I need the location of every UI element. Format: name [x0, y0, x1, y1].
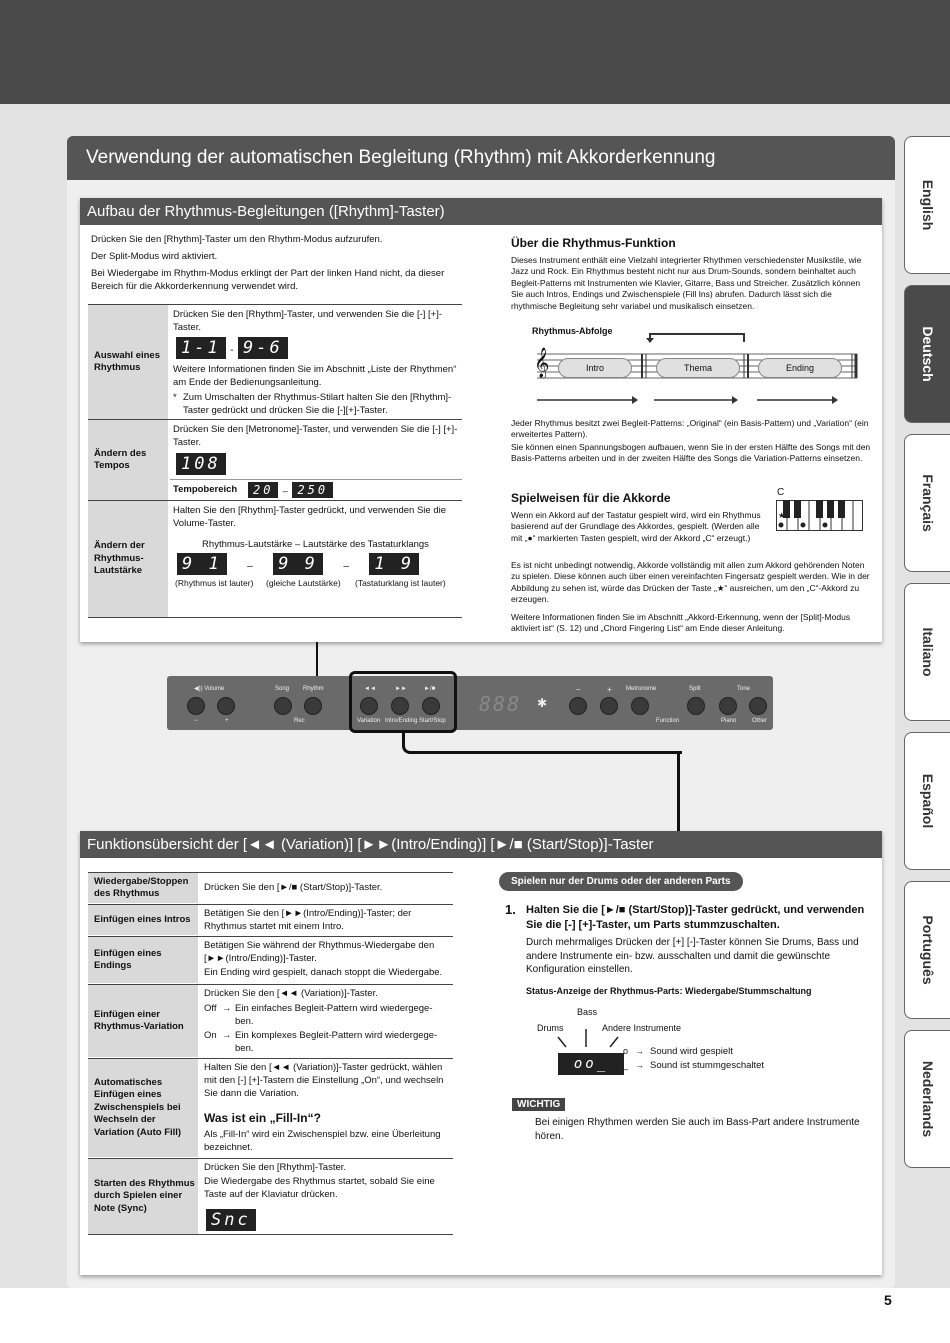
- row-text: Drücken Sie den [►/■ (Start/Stop)]-Taster.: [204, 882, 383, 893]
- arrow-icon: →: [635, 1046, 644, 1056]
- table-rule: [88, 617, 462, 618]
- bass-label: Bass: [577, 1007, 598, 1017]
- legend-on-text: Sound wird gespielt: [650, 1046, 733, 1057]
- chord-text-2: Es ist nicht unbedingt notwendig, Akkorde vollständig mit allen zum Akkord gehörenden Noten zu spielen. Diese können auch über einen vereinfachten Fingersatz gespielt werden. Wie in der Abbildung zu sehen ist, würde das Drücken der Taste „★“ ausreichen, um den „C“-Akkord zu erzeugen.: [511, 560, 870, 605]
- table-rule: [88, 1234, 453, 1235]
- legend-off-text: Sound ist stummgeschaltet: [650, 1060, 765, 1071]
- row-text-2: Die Wiedergabe des Rhythmus startet, sobald Sie eine Taste auf der Klaviatur drücken.: [204, 1176, 435, 1200]
- pattern-text: Jeder Rhythmus besitzt zwei Begleit-Patterns: „Original“ (ein Basis-Pattern) und „Variation“ (ein erweitertes Pattern).: [511, 418, 869, 440]
- lcd-display: 20: [248, 482, 278, 498]
- variation-button[interactable]: [360, 697, 378, 715]
- row3-cap-b: (gleiche Lautstärke): [266, 578, 341, 588]
- lcd-display: 1-1: [176, 337, 226, 359]
- metronome-button[interactable]: [631, 697, 649, 715]
- important-badge: WICHTIG: [512, 1098, 565, 1111]
- label-sync: Starten des Rhythmus durch Spielen einer Note (Sync): [88, 1159, 198, 1234]
- fast-forward-icon: ►►: [395, 686, 407, 692]
- row-text: Betätigen Sie den [►►(Intro/Ending)]-Taster; der Rhythmus startet mit einem Intro.: [204, 908, 412, 932]
- about-title: Über die Rhythmus-Funktion: [511, 236, 676, 250]
- sequence-label: Rhythmus-Abfolge: [532, 326, 613, 336]
- song-button[interactable]: [274, 697, 292, 715]
- tab-english[interactable]: English: [904, 136, 950, 274]
- intro-text-1: Drücken Sie den [Rhythm]-Taster um den Rhythm-Modus aufzurufen.: [91, 234, 383, 245]
- status-title: Status-Anzeige der Rhythmus-Parts: Wiedergabe/Stummschaltung: [526, 986, 812, 996]
- other-button[interactable]: [749, 697, 767, 715]
- led-display: 888: [479, 692, 522, 716]
- label-play-stop: Wiedergabe/Stoppen des Rhythmus: [88, 873, 198, 903]
- rewind-icon: ◄◄: [364, 686, 376, 692]
- pattern-text-2: Sie können einen Spannungsbogen aufbauen, wenn Sie in der ersten Hälfte des Songs mit den Basis-Patterns arbeiten und in der zweiten Hälfte des Songs die Variation-Patterns einsetzen.: [511, 442, 871, 464]
- row3-displays: 9 1 – 9 9 – 1 9: [177, 553, 462, 575]
- lcd-display: 1 9: [369, 553, 419, 575]
- control-panel: [167, 676, 773, 730]
- chord-title: Spielweisen für die Akkorde: [511, 491, 671, 505]
- drums-label: Drums: [537, 1023, 564, 1033]
- important-text: Bei einigen Rhythmen werden Sie auch im Bass-Part andere Instrumente hören.: [535, 1117, 860, 1142]
- lcd-display: Snc: [206, 1209, 256, 1231]
- row3-caption: Rhythmus-Lautstärke – Lautstärke des Tastaturklangs: [202, 539, 429, 550]
- legend-on-symbol: o: [623, 1046, 629, 1056]
- svg-text:★: ★: [778, 511, 786, 520]
- row1-more: Weitere Informationen finden Sie im Abschnitt „Liste der Rhythmen“ am Ende der Bedienungsanleitung.: [173, 364, 457, 388]
- tab-espanol[interactable]: Español: [904, 732, 950, 870]
- minus-button[interactable]: [569, 697, 587, 715]
- piano-button[interactable]: [719, 697, 737, 715]
- on-text: Ein komplexes Begleit-Pattern wird wiedergege-ben.: [235, 1030, 438, 1054]
- tab-italiano[interactable]: Italiano: [904, 583, 950, 721]
- seq-intro: Intro: [558, 358, 632, 378]
- label-volume: Ändern der Rhythmus-Lautstärke: [88, 501, 168, 617]
- arrow-icon: →: [635, 1060, 644, 1070]
- intro-text-3: Bei Wiedergabe im Rhythm-Modus erklingt der Part der linken Hand nicht, da dieser Bereich für die Akkorderkennung verwendet wird.: [91, 268, 445, 292]
- plus-button[interactable]: [600, 697, 618, 715]
- tempo-range-label: Tempobereich: [173, 484, 238, 495]
- tab-francais[interactable]: Français: [904, 434, 950, 572]
- status-pointer-lines: [548, 1029, 628, 1049]
- tone-label: Tone: [737, 686, 751, 692]
- label-select-rhythm: Auswahl eines Rhythmus: [88, 305, 168, 419]
- minus-label: −: [194, 718, 198, 724]
- row1-text: Drücken Sie den [Rhythm]-Taster, und verwenden Sie die [-] [+]-Taster.: [173, 309, 443, 333]
- sync-display: [206, 1209, 256, 1231]
- row3-cap-c: (Tastaturklang ist lauter): [355, 578, 446, 588]
- step-text: Durch mehrmaliges Drücken der [+] [-]-Taster können Sie Drums, Bass und andere Instrumente ein- bzw. ausschalten und damit die gewünschte Konfiguration einstellen.: [526, 937, 859, 975]
- chord-keyboard-diagram: [776, 500, 864, 532]
- variation-label: Variation: [357, 718, 381, 724]
- play-stop-icon: ►/■: [424, 686, 436, 692]
- row3-text: Halten Sie den [Rhythm]-Taster gedrückt, und verwenden Sie die Volume-Taster.: [173, 505, 447, 529]
- chord-key-label: C: [777, 487, 785, 498]
- row2-display: [176, 453, 226, 475]
- label-tempo: Ändern des Tempos: [88, 420, 168, 500]
- section-heading: Aufbau der Rhythmus-Begleitungen ([Rhythm]-Taster): [80, 198, 882, 225]
- chord-text: Wenn ein Akkord auf der Tastatur gespielt wird, wird ein Rhythmus basierend auf der Grundlage des Akkordes, gespielt. (Werden alle mit „●“ markierten Tasten gespielt, wird der Akkord „C“ erzeugt.): [511, 510, 761, 543]
- seq-ending: Ending: [758, 358, 842, 378]
- page-title: Verwendung der automatischen Begleitung (Rhythm) mit Akkorderkennung: [67, 136, 895, 180]
- row1-displays: 1-1 - 9-6: [176, 337, 288, 359]
- minus-label: −: [576, 685, 581, 694]
- connector-line: [677, 751, 680, 831]
- plus-label: +: [225, 718, 229, 724]
- tab-deutsch[interactable]: Deutsch: [904, 285, 950, 423]
- off-text: Ein einfaches Begleit-Pattern wird wiedergege-ben.: [235, 1003, 433, 1027]
- row3-cap-a: (Rhythmus ist lauter): [175, 578, 254, 588]
- on-label: On: [204, 1030, 217, 1041]
- row-text: Drücken Sie den [Rhythm]-Taster.: [204, 1162, 347, 1173]
- step-title: Halten Sie die [►/■ (Start/Stop)]-Taster gedrückt, und verwenden Sie die [-] [+]-Taster, um Parts stummzuschalten.: [526, 904, 865, 931]
- volume-down-button[interactable]: [187, 697, 205, 715]
- label-variation: Einfügen einer Rhythmus-Variation: [88, 985, 198, 1057]
- metronome-label: Metronome: [626, 686, 657, 692]
- arrow-icon: →: [222, 1003, 232, 1014]
- table-rule: [170, 479, 462, 480]
- lcd-display: 250: [292, 482, 333, 498]
- lcd-display: 9 1: [177, 553, 227, 575]
- intro-text-2: Der Split-Modus wird aktiviert.: [91, 251, 218, 262]
- chord-text-3: Weitere Informationen finden Sie im Abschnitt „Akkord-Erkennung, wenn der [Split]-Modus aktiviert ist“ (S. 12) und „Chord Fingering List“ am Ende dieser Anleitung.: [511, 612, 851, 634]
- fill-in-title: Was ist ein „Fill-In“?: [204, 1111, 321, 1125]
- rec-label: Rec: [294, 718, 305, 724]
- seq-thema: Thema: [656, 358, 740, 378]
- lcd-display: 108: [176, 453, 226, 475]
- step-number: 1.: [505, 902, 516, 917]
- intro-ending-button[interactable]: [391, 697, 409, 715]
- row-text-2: Ein Ending wird gespielt, danach stoppt die Wiedergabe.: [204, 967, 443, 978]
- function-overview-card: [80, 831, 882, 1275]
- tempo-range-displays: 20 – 250: [248, 481, 333, 499]
- volume-up-button[interactable]: [217, 697, 235, 715]
- andere-label: Andere Instrumente: [602, 1023, 682, 1033]
- about-text: Dieses Instrument enthält eine Vielzahl integrierter Rhythmen verschiedenster Musikstile, wie Jazz und Rock. Ein Rhythmus besteht nicht nur aus Drum-Sounds, sondern beinhaltet auch Begleit-Patterns mit Instrumenten wie Klavier, Gitarre, Bass und Streicher. Zusätzlich können Sie auch Intros, Endings und Zwischenspiele (Fill Ins) abrufen. Dadurch lässt sich die rhythmische Begleitung sehr variabel und musikalisch einsetzen.: [511, 255, 862, 311]
- song-label: Song: [275, 686, 290, 692]
- rhythm-label: Rhythm: [303, 686, 324, 692]
- bluetooth-icon: ✱: [537, 696, 548, 710]
- row-text: Drücken Sie den [◄◄ (Variation)]-Taster.: [204, 988, 378, 999]
- label-ending: Einfügen eines Endings: [88, 937, 198, 983]
- fill-in-text: Als „Fill-In“ wird ein Zwischenspiel bzw. eine Überleitung bezeichnet.: [204, 1129, 441, 1153]
- start-stop-label: Start/Stop: [419, 718, 446, 724]
- off-label: Off: [204, 1003, 217, 1014]
- row-text: Halten Sie den [◄◄ (Variation)]-Taster gedrückt, wählen mit den [-] [+]-Tastern die Einstellung „On“, und wechseln Sie dann die Variation.: [204, 1062, 444, 1099]
- start-stop-button[interactable]: [422, 697, 440, 715]
- intro-ending-label: Intro/Ending: [385, 718, 418, 724]
- connector-line: [402, 730, 682, 754]
- plus-label: +: [607, 685, 612, 694]
- treble-clef-icon: 𝄞: [534, 348, 550, 378]
- row-text: Betätigen Sie während der Rhythmus-Wiedergabe den [►►(Intro/Ending)]-Taster.: [204, 940, 435, 964]
- rhythm-button[interactable]: [304, 697, 322, 715]
- parts-badge: Spielen nur der Drums oder der anderen Parts: [499, 872, 743, 891]
- top-banner: [0, 0, 950, 104]
- row2-text: Drücken Sie den [Metronome]-Taster, und verwenden Sie die [-] [+]-Taster.: [173, 424, 458, 448]
- rhythm-structure-card: [80, 198, 882, 642]
- piano-label: Piano: [721, 718, 737, 724]
- status-lcd: oo_: [558, 1053, 624, 1075]
- page-number: 5: [884, 1292, 892, 1308]
- split-label: Split: [689, 686, 701, 692]
- row1-note: * Zum Umschalten der Rhythmus-Stilart halten Sie den [Rhythm]-Taster gedrückt und drücken Sie die [-][+]-Taster.: [173, 392, 452, 416]
- tab-portugues[interactable]: Português: [904, 881, 950, 1019]
- function-label: Function: [656, 718, 680, 724]
- other-label: Other: [752, 718, 768, 724]
- label-intro: Einfügen eines Intros: [88, 905, 198, 935]
- section-heading: Funktionsübersicht der [◄◄ (Variation)] [►►(Intro/Ending)] [►/■ (Start/Stop)]-Taster: [80, 831, 882, 858]
- lcd-display: 9 9: [273, 553, 323, 575]
- lcd-display: 9-6: [238, 337, 288, 359]
- arrow-icon: →: [222, 1030, 232, 1041]
- volume-label: ◀)) Volume: [194, 686, 225, 692]
- label-auto-fill: Automatisches Einfügen eines Zwischenspiels bei Wechseln der Variation (Auto Fill): [88, 1059, 198, 1157]
- legend-off-symbol: _: [623, 1060, 629, 1070]
- connector-line: [316, 642, 318, 678]
- tab-nederlands[interactable]: Nederlands: [904, 1030, 950, 1168]
- split-button[interactable]: [687, 697, 705, 715]
